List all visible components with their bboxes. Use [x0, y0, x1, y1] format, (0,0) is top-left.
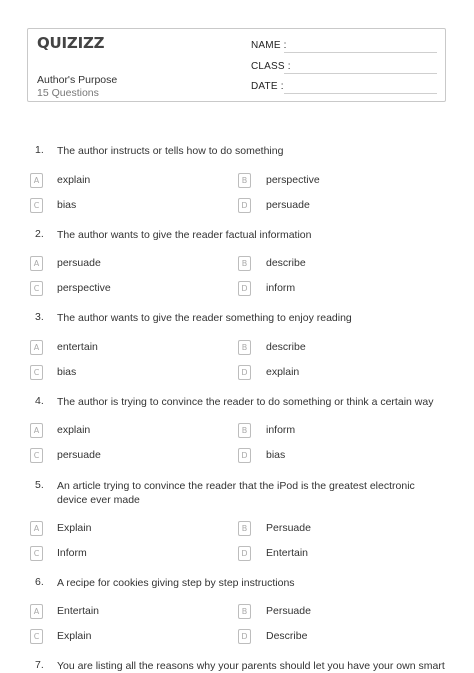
name-label: NAME : — [251, 40, 287, 51]
option-text: Entertain — [57, 605, 100, 617]
question-text: You are listing all the reasons why your parents should let you have your own smart — [57, 660, 445, 672]
question-text: The author wants to give the reader something to enjoy reading — [57, 312, 352, 324]
option-text: Persuade — [266, 522, 311, 534]
option-text: bias — [57, 199, 77, 211]
option-letter-box[interactable]: A — [30, 521, 43, 536]
question-number: 1. — [35, 144, 44, 156]
option-text: entertain — [57, 341, 98, 353]
option-text: perspective — [266, 174, 320, 186]
option-letter-box[interactable]: C — [30, 629, 43, 644]
question-number: 6. — [35, 576, 44, 588]
option-text: describe — [266, 257, 306, 269]
option-text: describe — [266, 341, 306, 353]
option-letter-box[interactable]: A — [30, 340, 43, 355]
option-letter-box[interactable]: D — [238, 198, 251, 213]
option-letter-box[interactable]: C — [30, 281, 43, 296]
question-text: The author wants to give the reader factual information — [57, 229, 312, 241]
option-letter-box[interactable]: D — [238, 365, 251, 380]
option-text: Explain — [57, 522, 92, 534]
option-letter-box[interactable]: C — [30, 448, 43, 463]
option-text: persuade — [266, 199, 310, 211]
question-number: 5. — [35, 479, 44, 491]
option-text: Explain — [57, 630, 92, 642]
date-line — [284, 93, 437, 94]
option-letter-box[interactable]: C — [30, 365, 43, 380]
option-letter-box[interactable]: B — [238, 256, 251, 271]
option-letter-box[interactable]: A — [30, 256, 43, 271]
option-text: perspective — [57, 282, 111, 294]
option-text: persuade — [57, 257, 101, 269]
question-text: The author is trying to convince the reader to do something or think a certain way — [57, 396, 434, 408]
option-letter-box[interactable]: D — [238, 546, 251, 561]
question-number: 2. — [35, 228, 44, 240]
option-text: Persuade — [266, 605, 311, 617]
question-number: 7. — [35, 659, 44, 671]
option-text: Inform — [57, 547, 87, 559]
worksheet-title: Author's Purpose — [37, 74, 118, 86]
question-text: A recipe for cookies giving step by step instructions — [57, 577, 295, 589]
option-letter-box[interactable]: D — [238, 448, 251, 463]
option-letter-box[interactable]: C — [30, 546, 43, 561]
option-text: inform — [266, 424, 296, 436]
option-text: explain — [57, 424, 91, 436]
option-letter-box[interactable]: B — [238, 173, 251, 188]
class-line — [284, 73, 437, 74]
option-text: bias — [57, 366, 77, 378]
option-text: Entertain — [266, 547, 309, 559]
option-text: bias — [266, 449, 286, 461]
question-count: 15 Questions — [37, 87, 99, 99]
option-letter-box[interactable]: B — [238, 423, 251, 438]
question-text: An article trying to convince the reader that the iPod is the greatest electronic device ever made — [57, 480, 415, 506]
option-letter-box[interactable]: C — [30, 198, 43, 213]
option-text: Describe — [266, 630, 308, 642]
option-letter-box[interactable]: D — [238, 629, 251, 644]
option-letter-box[interactable]: D — [238, 281, 251, 296]
class-label: CLASS : — [251, 61, 291, 72]
option-letter-box[interactable]: B — [238, 521, 251, 536]
option-letter-box[interactable]: B — [238, 340, 251, 355]
date-label: DATE : — [251, 81, 284, 92]
option-letter-box[interactable]: A — [30, 173, 43, 188]
option-letter-box[interactable]: A — [30, 604, 43, 619]
option-letter-box[interactable]: A — [30, 423, 43, 438]
option-text: persuade — [57, 449, 101, 461]
question-text: The author instructs or tells how to do something — [57, 145, 284, 157]
option-text: explain — [266, 366, 300, 378]
name-line — [284, 52, 437, 53]
option-text: explain — [57, 174, 91, 186]
question-number: 4. — [35, 395, 44, 407]
quizizz-logo: QUIZIZZ — [37, 34, 105, 52]
option-letter-box[interactable]: B — [238, 604, 251, 619]
option-text: inform — [266, 282, 296, 294]
worksheet-header — [27, 28, 446, 102]
question-number: 3. — [35, 311, 44, 323]
